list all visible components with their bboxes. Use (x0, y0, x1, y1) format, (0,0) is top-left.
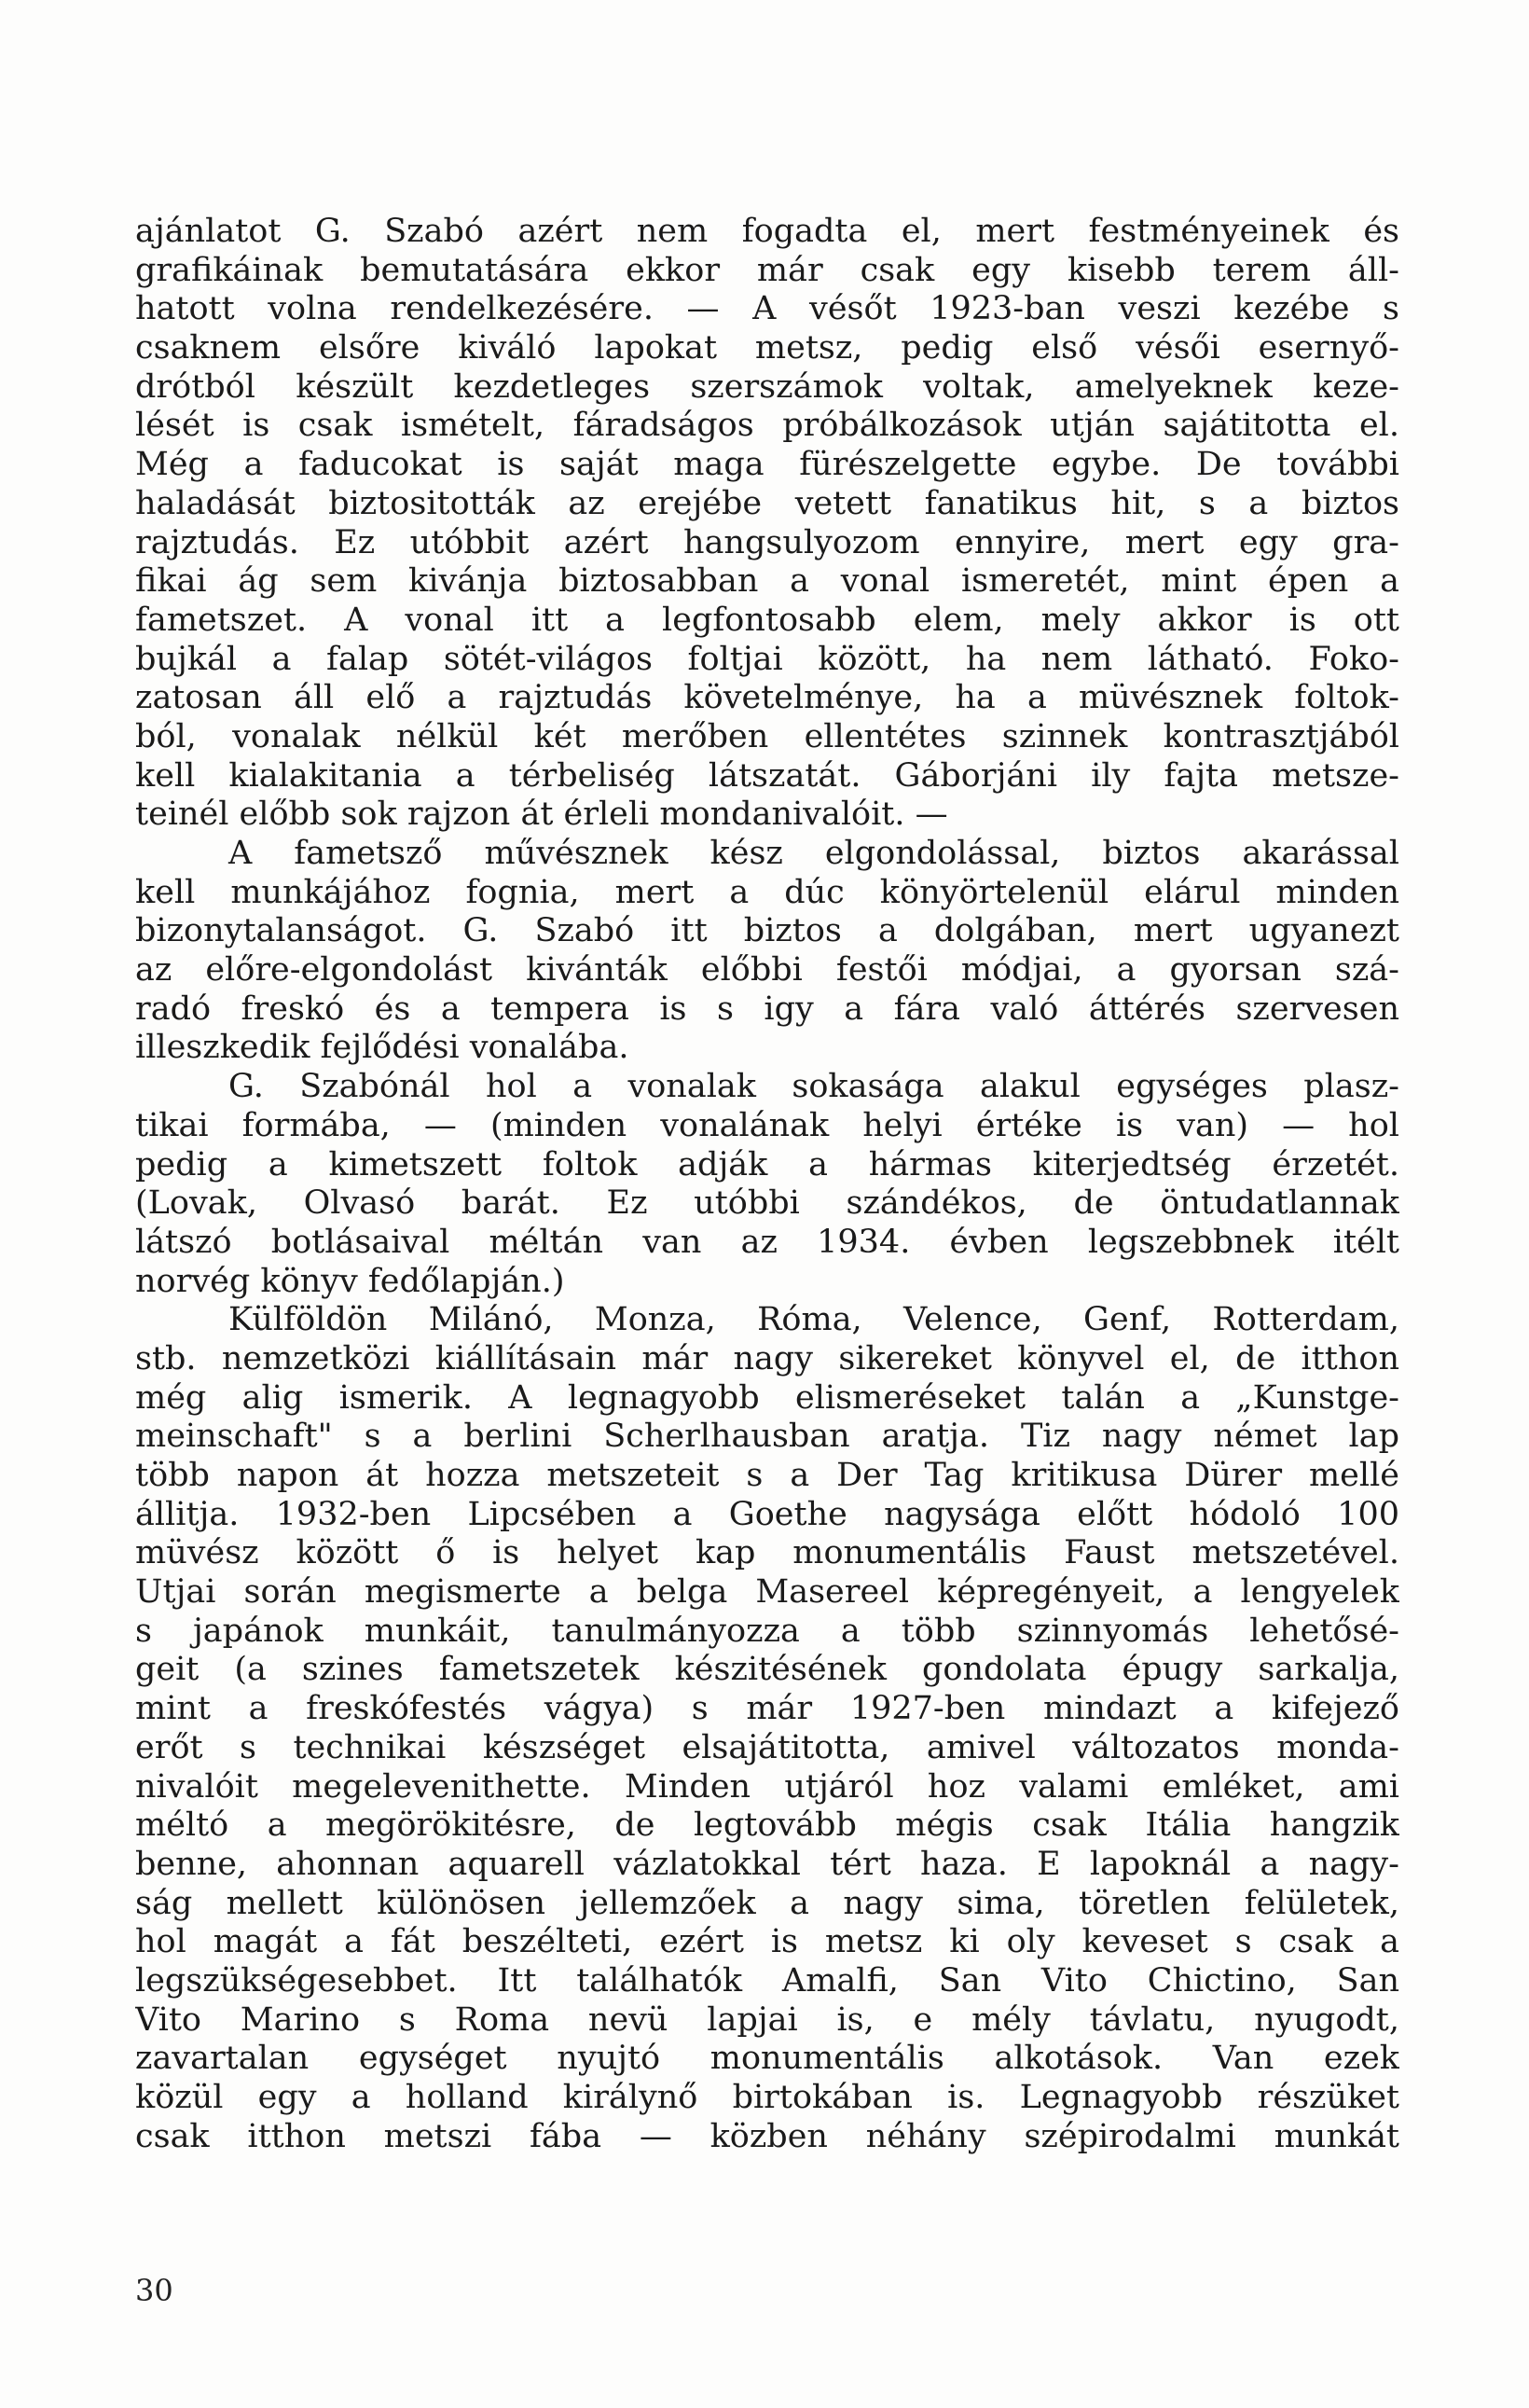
text-line: hol magát a fát beszélteti, ezért is metsz ki oly keveset s csak a (135, 1923, 1399, 1961)
text-line: norvég könyv fedőlapján.) (135, 1262, 565, 1300)
text-line: ból, vonalak nélkül két merőben ellentétes szinnek kontrasztjából (135, 717, 1399, 755)
text-line: hatott volna rendelkezésére. — A vésőt 1923-ban veszi kezébe s (135, 290, 1399, 328)
text-line: (Lovak, Olvasó barát. Ez utóbbi szándékos, de öntudatlannak (135, 1184, 1399, 1223)
text-line: lését is csak ismételt, fáradságos próbálkozások utján sajátitotta el. (135, 407, 1399, 445)
text-line: több napon át hozza metszeteit s a Der Tag kritikusa Dürer mellé (135, 1457, 1399, 1494)
body-text (135, 213, 1399, 2156)
text-line: A fametsző művésznek kész elgondolással, biztos akarással (228, 835, 1399, 872)
text-line: drótból készült kezdetleges szerszámok voltak, amelyeknek keze- (135, 367, 1399, 406)
text-line: radó freskó és a tempera is s igy a fára való áttérés szervesen (135, 989, 1399, 1028)
text-line: bujkál a falap sötét-világos foltjai között, ha nem látható. Foko- (135, 640, 1399, 678)
text-line: még alig ismerik. A legnagyobb elismeréseket talán a „Kunstge- (135, 1378, 1399, 1417)
text-line: s japánok munkáit, tanulmányozza a több szinnyomás lehetősé- (135, 1612, 1399, 1650)
text-line: kell munkájához fognia, mert a dúc könyörtelenül elárul minden (135, 873, 1399, 911)
text-line: az előre-elgondolást kivánták előbbi festői módjai, a gyorsan szá- (135, 951, 1399, 989)
text-line: méltó a megörökitésre, de legtovább mégis csak Itália hangzik (135, 1806, 1399, 1845)
text-line: zatosan áll elő a rajztudás követelménye, ha a müvésznek foltok- (135, 679, 1399, 717)
text-line: Vito Marino s Roma nevü lapjai is, e mély távlatu, nyugodt, (135, 2000, 1399, 2039)
text-line: ság mellett különösen jellemzőek a nagy sima, töretlen felületek, (135, 1884, 1399, 1922)
text-line: müvész között ő is helyet kap monumentális Faust metszetével. (135, 1534, 1399, 1572)
text-line: Utjai során megismerte a belga Masereel képregényeit, a lengyelek (135, 1573, 1399, 1612)
text-line: állitja. 1932-ben Lipcsében a Goethe nagysága előtt hódoló 100 (135, 1495, 1399, 1533)
text-line: Külföldön Milánó, Monza, Róma, Velence, Genf, Rotterdam, (228, 1301, 1399, 1339)
text-line: mint a freskófestés vágya) s már 1927-ben mindazt a kifejező (135, 1690, 1399, 1728)
text-line: ajánlatot G. Szabó azért nem fogadta el, mert festményeinek és (135, 213, 1399, 250)
text-line: Még a faducokat is saját maga fürészelgette egybe. De további (135, 446, 1399, 484)
text-line: grafikáinak bemutatására ekkor már csak egy kisebb terem áll- (135, 251, 1399, 289)
text-line: tikai formába, — (minden vonalának helyi értéke is van) — hol (135, 1106, 1399, 1144)
text-line: illeszkedik fejlődési vonalába. (135, 1029, 629, 1067)
text-line: fametszet. A vonal itt a legfontosabb elem, mely akkor is ott (135, 601, 1399, 639)
text-line: haladását biztositották az erejébe vetett fanatikus hit, s a biztos (135, 484, 1399, 522)
text-line: kell kialakitania a térbeliség látszatát. Gáborjáni ily fajta metsze- (135, 756, 1399, 795)
text-line: csak itthon metszi fába — közben néhány szépirodalmi munkát (135, 2117, 1399, 2155)
text-line: geit (a szines fametszetek készitésének gondolata épugy sarkalja, (135, 1651, 1399, 1689)
text-line: benne, ahonnan aquarell vázlatokkal tért haza. E lapoknál a nagy- (135, 1845, 1399, 1883)
text-line: fikai ág sem kivánja biztosabban a vonal ismeretét, mint épen a (135, 562, 1399, 601)
text-line: stb. nemzetközi kiállításain már nagy sikereket könyvel el, de itthon (135, 1339, 1399, 1377)
page-number: 30 (135, 2273, 173, 2308)
text-line: pedig a kimetszett foltok adják a hármas kiterjedtség érzetét. (135, 1145, 1399, 1183)
text-line: csaknem elsőre kiváló lapokat metsz, pedig első vésői esernyő- (135, 329, 1399, 367)
text-line: teinél előbb sok rajzon át érleli mondanivalóit. — (135, 796, 948, 834)
text-line: nivalóit megelevenithette. Minden utjáról hoz valami emléket, ami (135, 1767, 1399, 1806)
text-line: látszó botlásaival méltán van az 1934. évben legszebbnek itélt (135, 1223, 1399, 1261)
text-line: közül egy a holland királynő birtokában is. Legnagyobb részüket (135, 2079, 1399, 2116)
text-line: G. Szabónál hol a vonalak sokasága alakul egységes plasz- (228, 1068, 1399, 1106)
text-line: meinschaft" s a berlini Scherlhausban aratja. Tiz nagy német lap (135, 1418, 1399, 1456)
text-line: bizonytalanságot. G. Szabó itt biztos a dolgában, mert ugyanezt (135, 912, 1399, 950)
text-line: zavartalan egységet nyujtó monumentális alkotások. Van ezek (135, 2040, 1399, 2078)
text-line: legszükségesebbet. Itt találhatók Amalfi, San Vito Chictino, San (135, 1961, 1399, 2000)
text-line: erőt s technikai készséget elsajátitotta, amivel változatos monda- (135, 1728, 1399, 1766)
text-line: rajztudás. Ez utóbbit azért hangsulyozom ennyire, mert egy gra- (135, 523, 1399, 561)
